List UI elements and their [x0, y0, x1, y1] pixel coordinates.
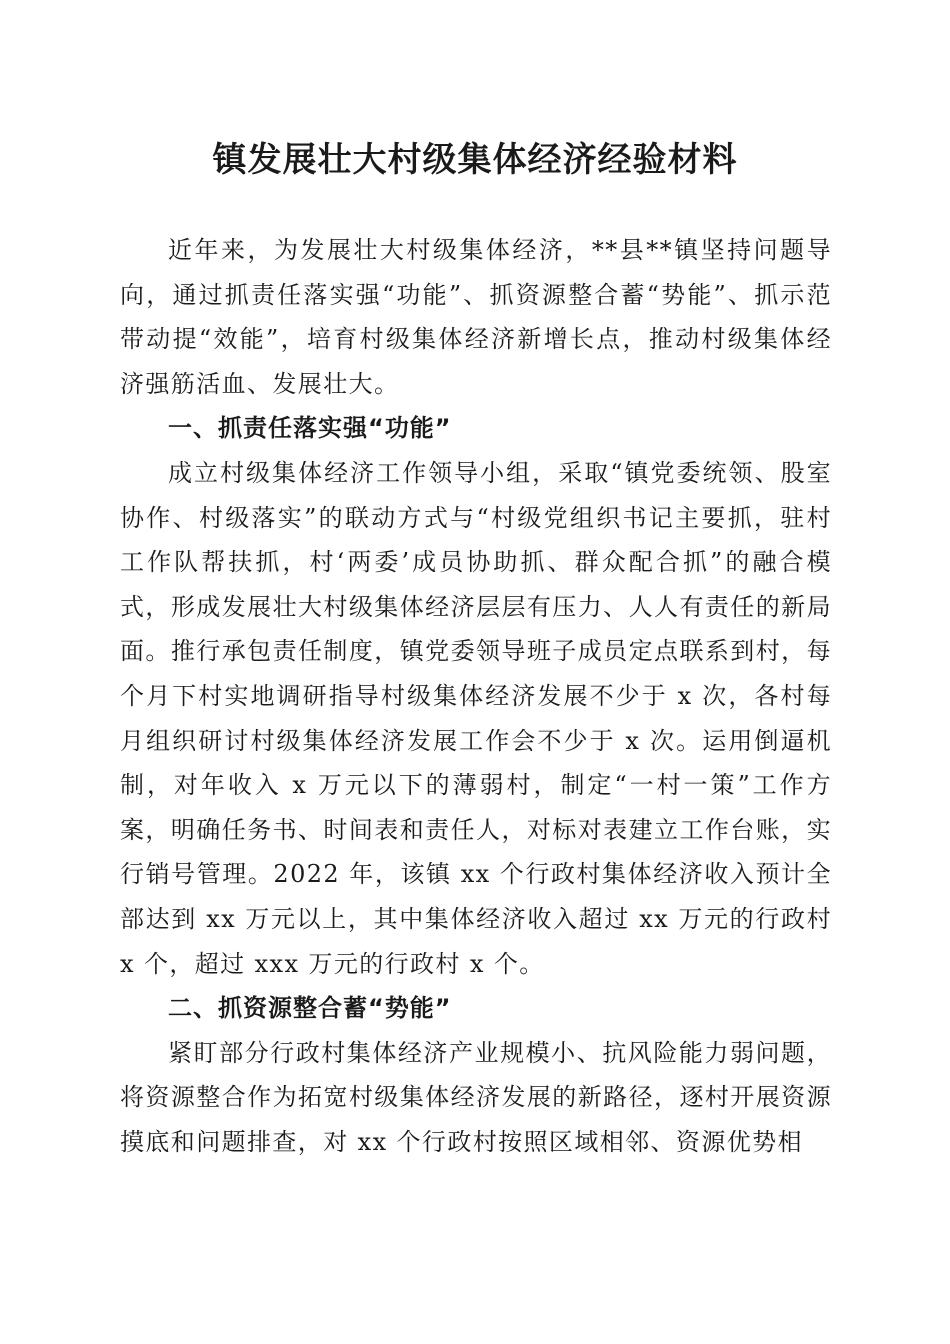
section-heading-2: 二、抓资源整合蓄“势能”: [168, 994, 452, 1023]
section-2-paragraph: 紧盯部分行政村集体经济产业规模小、抗风险能力弱问题，将资源整合作为拓宽村级集体经济发展的新路径，逐村开展资源摸底和问题排查，对 xx 个行政村按照区域相邻、资源优势相: [120, 1038, 832, 1156]
section-heading-1: 一、抓责任落实强“功能”: [168, 414, 452, 443]
document-title: 镇发展壮大村级集体经济经验材料: [212, 140, 738, 180]
intro-paragraph: 近年来，为发展壮大村级集体经济，**县**镇坚持问题导向，通过抓责任落实强“功能”、抓资源整合蓄“势能”、抓示范带动提“效能”，培育村级集体经济新增长点，推动村级集体经济强筋活血、发展壮大。: [120, 236, 832, 398]
section-1-paragraph: 成立村级集体经济工作领导小组，采取“镇党委统领、股室协作、村级落实”的联动方式与“村级党组织书记主要抓，驻村工作队帮扶抓，村‘两委’成员协助抓、群众配合抓”的融合模式，形成发展壮大村级集体经济层层有压力、人人有责任的新局面。推行承包责任制度，镇党委领导班子成员定点联系到村，每个月下村实地调研指导村级集体经济发展不少于 x 次，各村每月组织研讨村级集体经济发展工作会不少于 x 次。运用倒逼机制，对年收入 x 万元以下的薄弱村，制定“一村一策”工作方案，明确任务书、时间表和责任人，对标对表建立工作台账，实行销号管理。2022 年，该镇 xx 个行政村集体经济收入预计全部达到 xx 万元以上，其中集体经济收入超过 xx 万元的行政村 x 个，超过 xxx 万元的行政村 x 个。: [120, 458, 832, 978]
document-body: [120, 228, 832, 1164]
